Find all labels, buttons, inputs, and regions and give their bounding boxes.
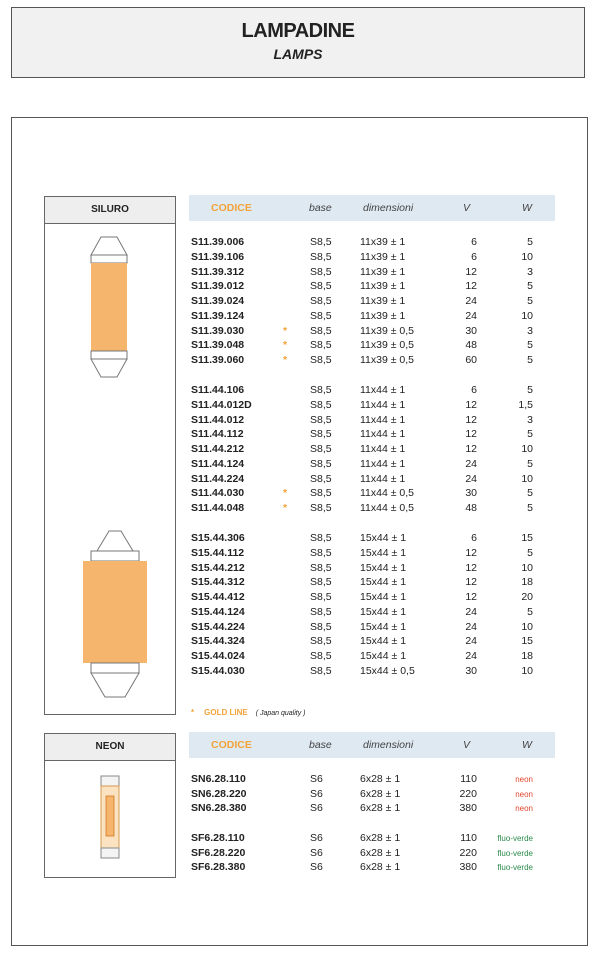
product-code: S11.39.106 — [191, 250, 245, 263]
voltage-value: 12 — [465, 398, 477, 411]
product-code: S11.39.006 — [191, 236, 245, 248]
wattage-value: 10 — [521, 561, 533, 574]
wattage-value: neon — [515, 804, 533, 813]
wattage-value: 10 — [521, 250, 533, 263]
voltage-value: 24 — [465, 650, 477, 662]
table-row — [0, 562, 593, 576]
col-dimensioni: dimensioni — [363, 202, 414, 214]
voltage-value: 24 — [465, 457, 477, 470]
dimensions-value: 11x39 ± 0,5 — [360, 354, 415, 366]
voltage-value: 6 — [471, 250, 477, 263]
voltage-value: 380 — [459, 861, 477, 873]
neon-table-header — [189, 732, 555, 758]
voltage-value: 110 — [460, 832, 477, 844]
dimensions-value: 15x44 ± 1 — [360, 605, 407, 618]
gold-line-star: * — [191, 708, 195, 717]
base-value: S8,5 — [310, 295, 332, 307]
product-code: S15.44.312 — [191, 576, 245, 589]
voltage-value: 12 — [465, 576, 477, 589]
siluro-title: SILURO — [45, 197, 175, 224]
page-header — [11, 7, 585, 78]
base-value: S8,5 — [310, 664, 332, 677]
product-code: S11.44.012 — [191, 413, 245, 426]
dimensions-value: 6x28 ± 1 — [360, 846, 401, 859]
table-row — [0, 325, 593, 339]
wattage-value: 5 — [527, 457, 533, 470]
base-value: S8,5 — [310, 591, 332, 603]
col-codice: CODICE — [211, 202, 252, 214]
dimensions-value: 11x44 ± 1 — [360, 413, 406, 426]
dimensions-value: 15x44 ± 1 — [360, 546, 407, 559]
voltage-value: 6 — [471, 236, 477, 248]
product-code: SF6.28.110 — [191, 832, 245, 844]
wattage-value: 18 — [521, 650, 533, 662]
dimensions-value: 15x44 ± 1 — [360, 532, 407, 544]
wattage-value: 5 — [527, 236, 533, 248]
product-code: S15.44.112 — [191, 546, 245, 559]
dimensions-value: 6x28 ± 1 — [360, 861, 401, 873]
table-row — [0, 861, 593, 875]
voltage-value: 6 — [471, 532, 477, 544]
product-code: S11.44.030 — [191, 487, 245, 500]
table-row — [0, 621, 593, 635]
table-row — [0, 339, 593, 353]
table-row — [0, 773, 593, 787]
dimensions-value: 11x39 ± 1 — [360, 280, 406, 293]
base-value: S8,5 — [310, 487, 332, 500]
product-code: SF6.28.380 — [191, 861, 246, 873]
table-row — [0, 547, 593, 561]
product-code: SN6.28.380 — [191, 802, 247, 814]
voltage-value: 30 — [465, 487, 477, 500]
product-code: S15.44.324 — [191, 635, 245, 648]
wattage-value: 10 — [521, 664, 533, 677]
voltage-value: 60 — [465, 354, 477, 366]
table-row — [0, 832, 593, 846]
table-row — [0, 576, 593, 590]
dimensions-value: 11x44 ± 1 — [360, 428, 406, 441]
wattage-value: 10 — [521, 472, 533, 485]
wattage-value: neon — [515, 789, 533, 799]
base-value: S8,5 — [310, 443, 332, 455]
voltage-value: 24 — [465, 309, 477, 322]
wattage-value: 15 — [521, 635, 533, 648]
base-value: S8,5 — [310, 398, 332, 411]
voltage-value: 24 — [465, 295, 477, 307]
dimensions-value: 15x44 ± 1 — [360, 620, 407, 633]
dimensions-value: 11x39 ± 1 — [360, 250, 406, 263]
dimensions-value: 11x39 ± 1 — [360, 265, 406, 278]
base-value: S8,5 — [310, 324, 332, 337]
voltage-value: 380 — [459, 802, 477, 814]
wattage-value: 5 — [527, 487, 533, 500]
wattage-value: 3 — [527, 265, 533, 278]
voltage-value: 30 — [465, 664, 477, 677]
wattage-value: 18 — [521, 576, 533, 589]
base-value: S8,5 — [310, 532, 332, 544]
wattage-value: 3 — [527, 413, 533, 426]
table-row — [0, 280, 593, 294]
base-value: S8,5 — [310, 472, 332, 485]
neon-title: NEON — [45, 734, 175, 761]
wattage-value: 15 — [521, 532, 533, 544]
base-value: S8,5 — [310, 561, 332, 574]
base-value: S8,5 — [310, 576, 332, 589]
base-value: S8,5 — [310, 250, 332, 263]
table-row — [0, 236, 593, 250]
product-code: S15.44.124 — [191, 605, 245, 618]
product-code: SN6.28.220 — [191, 787, 247, 800]
base-value: S6 — [310, 832, 323, 844]
dimensions-value: 11x39 ± 1 — [360, 309, 406, 322]
table-row — [0, 354, 593, 368]
product-code: S11.39.012 — [191, 280, 245, 293]
table-row — [0, 532, 593, 546]
voltage-value: 12 — [465, 443, 477, 455]
product-code: S11.44.224 — [191, 472, 245, 485]
voltage-value: 24 — [465, 472, 477, 485]
base-value: S6 — [310, 773, 323, 785]
product-code: S11.39.030 — [191, 324, 245, 337]
dimensions-value: 11x39 ± 1 — [360, 295, 406, 307]
dimensions-value: 6x28 ± 1 — [360, 802, 401, 814]
product-code: S11.39.312 — [191, 265, 245, 278]
dimensions-value: 6x28 ± 1 — [360, 832, 401, 844]
voltage-value: 12 — [465, 591, 477, 603]
table-row — [0, 847, 593, 861]
wattage-value: 5 — [527, 546, 533, 559]
dimensions-value: 15x44 ± 1 — [360, 591, 407, 603]
wattage-value: neon — [515, 775, 533, 784]
dimensions-value: 11x44 ± 0,5 — [360, 502, 415, 514]
table-row — [0, 443, 593, 457]
voltage-value: 6 — [471, 384, 477, 396]
table-row — [0, 473, 593, 487]
product-code: SN6.28.110 — [191, 773, 246, 785]
wattage-value: 10 — [521, 620, 533, 633]
base-value: S8,5 — [310, 428, 332, 441]
base-value: S8,5 — [310, 605, 332, 618]
voltage-value: 48 — [465, 502, 477, 514]
voltage-value: 24 — [465, 620, 477, 633]
gold-line-marker: * — [283, 502, 288, 514]
page-title: LAMPADINE — [241, 20, 355, 42]
page-subtitle: LAMPS — [273, 46, 323, 62]
wattage-value: 5 — [527, 502, 533, 514]
table-row — [0, 266, 593, 280]
product-code: S11.44.106 — [191, 384, 245, 396]
table-row — [0, 788, 593, 802]
dimensions-value: 11x44 ± 1 — [360, 457, 406, 470]
product-code: S11.44.112 — [191, 428, 244, 441]
wattage-value: fluo-verde — [497, 848, 533, 858]
dimensions-value: 15x44 ± 1 — [360, 576, 407, 589]
product-code: S15.44.212 — [191, 561, 245, 574]
table-row — [0, 802, 593, 816]
table-row — [0, 487, 593, 501]
table-row — [0, 591, 593, 605]
voltage-value: 12 — [465, 280, 477, 293]
voltage-value: 24 — [465, 635, 477, 648]
product-code: S11.44.048 — [191, 502, 245, 514]
base-value: S6 — [310, 787, 323, 800]
base-value: S8,5 — [310, 384, 332, 396]
product-code: S11.44.124 — [191, 457, 245, 470]
base-value: S6 — [310, 861, 323, 873]
wattage-value: fluo-verde — [497, 834, 533, 843]
wattage-value: 5 — [527, 295, 533, 307]
product-code: S11.44.012D — [191, 398, 252, 411]
gold-line-marker: * — [283, 487, 288, 500]
product-code: SF6.28.220 — [191, 846, 246, 859]
product-code: S15.44.412 — [191, 591, 245, 603]
product-code: S15.44.030 — [191, 664, 245, 677]
base-value: S8,5 — [310, 650, 332, 662]
table-row — [0, 251, 593, 265]
dimensions-value: 11x44 ± 1 — [360, 443, 406, 455]
product-code: S11.39.124 — [191, 309, 245, 322]
product-code: S11.39.024 — [191, 295, 245, 307]
dimensions-value: 11x44 ± 1 — [360, 384, 406, 396]
table-row — [0, 502, 593, 516]
dimensions-value: 6x28 ± 1 — [360, 787, 401, 800]
wattage-value: 5 — [527, 280, 533, 293]
col-v: V — [463, 202, 471, 214]
table-row — [0, 428, 593, 442]
dimensions-value: 15x44 ± 1 — [360, 561, 407, 574]
voltage-value: 12 — [465, 561, 477, 574]
gold-line-detail: ( Japan quality ) — [255, 710, 306, 717]
dimensions-value: 15x44 ± 0,5 — [360, 664, 415, 677]
product-code: S15.44.306 — [191, 532, 245, 544]
base-value: S8,5 — [310, 236, 332, 248]
product-code: S11.39.060 — [191, 354, 245, 366]
product-code: S15.44.024 — [191, 650, 245, 662]
col-base: base — [309, 202, 332, 214]
base-value: S8,5 — [310, 457, 332, 470]
base-value: S8,5 — [310, 265, 332, 278]
voltage-value: 12 — [465, 546, 477, 559]
wattage-value: 5 — [527, 339, 533, 352]
base-value: S8,5 — [310, 280, 332, 293]
table-row — [0, 384, 593, 398]
base-value: S8,5 — [310, 502, 332, 514]
voltage-value: 12 — [465, 265, 477, 278]
voltage-value: 220 — [459, 846, 477, 859]
dimensions-value: 11x44 ± 0,5 — [360, 487, 415, 500]
base-value: S6 — [310, 846, 323, 859]
base-value: S8,5 — [310, 546, 332, 559]
voltage-value: 48 — [465, 339, 477, 352]
voltage-value: 30 — [465, 324, 477, 337]
table-row — [0, 458, 593, 472]
dimensions-value: 11x39 ± 1 — [360, 236, 406, 248]
base-value: S8,5 — [310, 354, 332, 366]
gold-line-marker: * — [283, 324, 288, 337]
dimensions-value: 11x44 ± 1 — [360, 472, 406, 485]
table-row — [0, 635, 593, 649]
wattage-value: 5 — [527, 605, 533, 618]
base-value: S8,5 — [310, 413, 332, 426]
wattage-value: 3 — [527, 324, 533, 337]
voltage-value: 220 — [459, 787, 477, 800]
dimensions-value: 11x44 ± 1 — [360, 398, 406, 411]
table-row — [0, 650, 593, 664]
base-value: S8,5 — [310, 620, 332, 633]
base-value: S8,5 — [310, 309, 332, 322]
wattage-value: 5 — [527, 354, 533, 366]
product-code: S15.44.224 — [191, 620, 245, 633]
col-dimensioni: dimensioni — [363, 739, 414, 751]
base-value: S6 — [310, 802, 323, 814]
col-base: base — [309, 739, 332, 751]
col-v: V — [463, 739, 471, 751]
dimensions-value: 15x44 ± 1 — [360, 635, 407, 648]
wattage-value: 20 — [521, 591, 533, 603]
gold-line-note — [191, 708, 306, 717]
siluro-table-header — [189, 195, 555, 221]
voltage-value: 110 — [460, 773, 477, 785]
base-value: S8,5 — [310, 339, 332, 352]
gold-line-label: GOLD LINE — [204, 708, 248, 717]
wattage-value: fluo-verde — [497, 863, 533, 872]
dimensions-value: 6x28 ± 1 — [360, 773, 401, 785]
table-row — [0, 399, 593, 413]
voltage-value: 12 — [465, 413, 477, 426]
wattage-value: 5 — [527, 384, 533, 396]
table-row — [0, 665, 593, 679]
dimensions-value: 15x44 ± 1 — [360, 650, 407, 662]
base-value: S8,5 — [310, 635, 332, 648]
table-row — [0, 414, 593, 428]
gold-line-marker: * — [283, 354, 288, 366]
wattage-value: 1,5 — [518, 398, 533, 411]
voltage-value: 12 — [465, 428, 477, 441]
col-w: W — [522, 202, 532, 214]
wattage-value: 5 — [527, 428, 533, 441]
col-w: W — [522, 739, 532, 751]
product-code: S11.44.212 — [191, 443, 245, 455]
table-row — [0, 310, 593, 324]
dimensions-value: 11x39 ± 0,5 — [360, 339, 415, 352]
col-codice: CODICE — [211, 739, 252, 751]
table-row — [0, 295, 593, 309]
table-row — [0, 606, 593, 620]
product-code: S11.39.048 — [191, 339, 245, 352]
dimensions-value: 11x39 ± 0,5 — [360, 324, 415, 337]
voltage-value: 24 — [465, 605, 477, 618]
wattage-value: 10 — [521, 309, 533, 322]
wattage-value: 10 — [521, 443, 533, 455]
gold-line-marker: * — [283, 339, 288, 352]
